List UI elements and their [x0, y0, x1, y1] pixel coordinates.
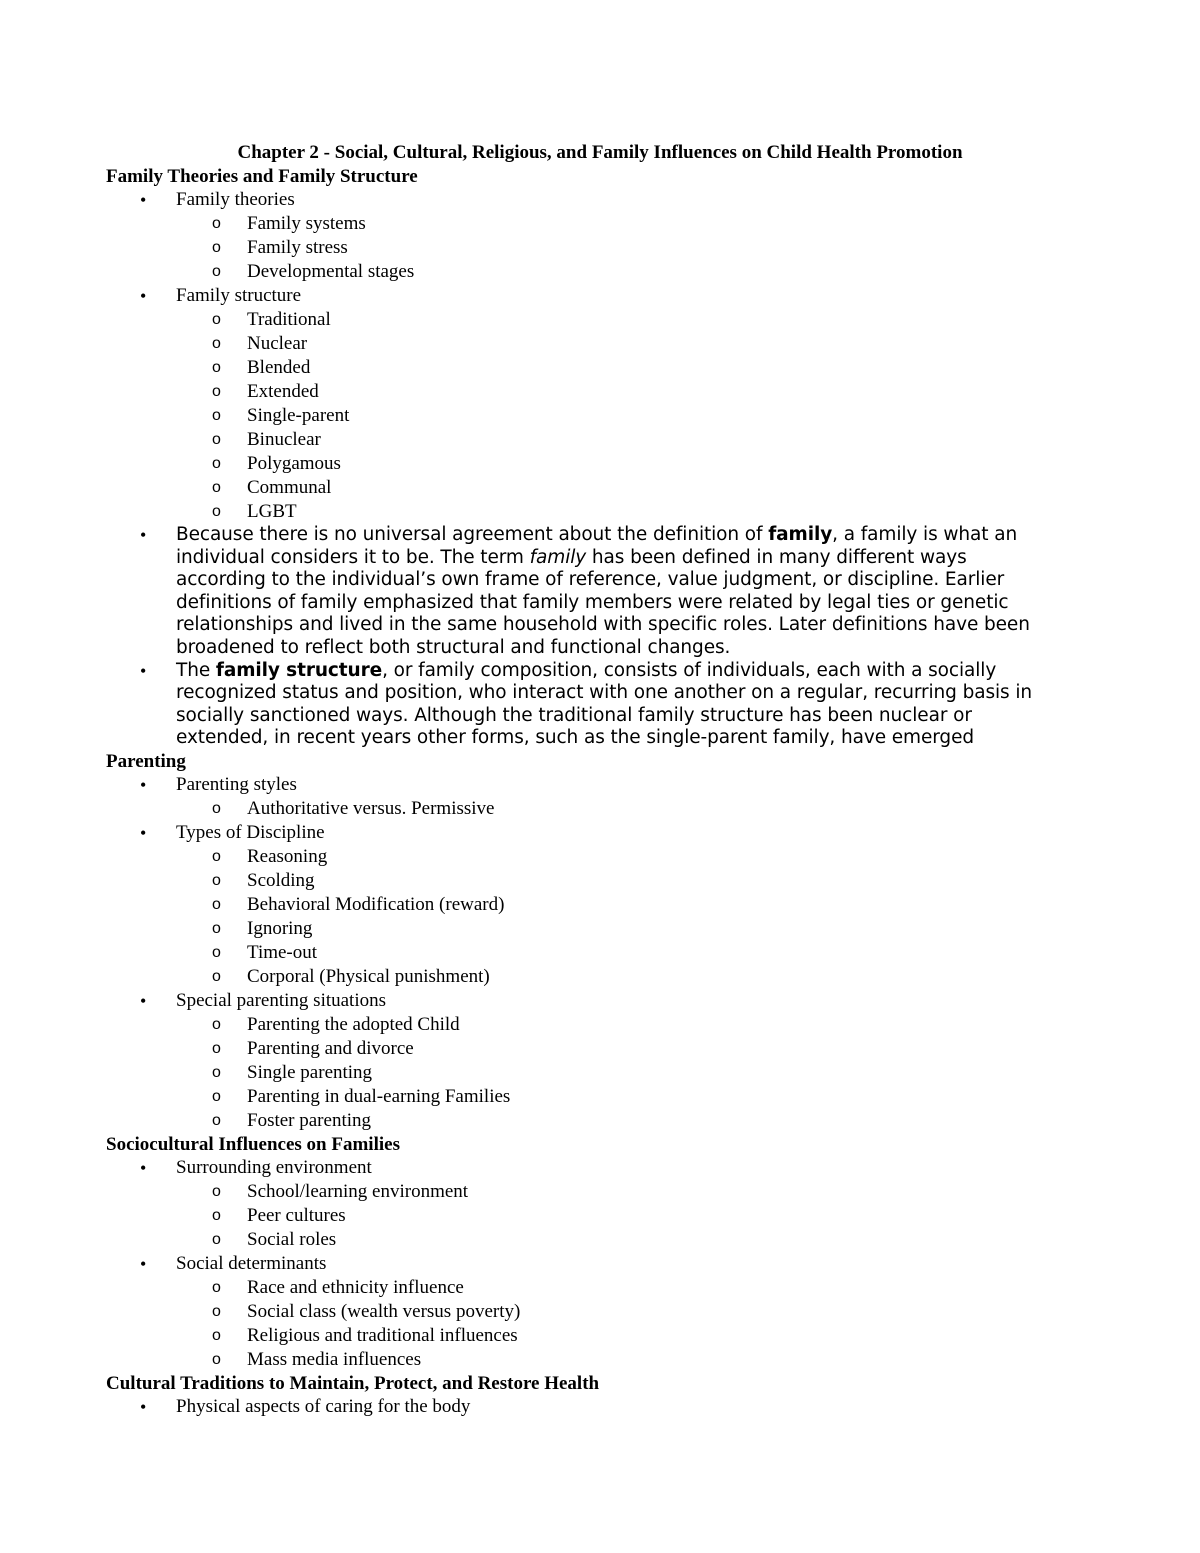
- sub-list-item: [106, 1204, 1106, 1228]
- sub-list-item: [106, 500, 1106, 524]
- list-item-text: Special parenting situations: [176, 989, 387, 1011]
- sub-list-item: [106, 917, 1106, 941]
- sub-list-item-text: Corporal (Physical punishment): [247, 965, 490, 987]
- list-item: [106, 821, 1106, 845]
- bullet-icon: •: [140, 822, 147, 843]
- bullet-icon: •: [140, 774, 147, 795]
- sub-list-item: [106, 356, 1106, 380]
- sub-bullet-icon: o: [212, 311, 221, 328]
- sub-list-item-text: Family stress: [247, 237, 348, 258]
- sub-list-item-text: Parenting in dual-earning Families: [247, 1085, 511, 1107]
- sub-bullet-icon: o: [212, 1039, 221, 1057]
- paragraph-text: The: [176, 659, 216, 681]
- sub-bullet-icon: o: [212, 1326, 221, 1344]
- sub-bullet-icon: o: [212, 263, 221, 280]
- bullet-icon: •: [140, 1157, 147, 1178]
- sub-bullet-icon: o: [212, 967, 221, 985]
- sub-bullet-icon: o: [212, 871, 221, 889]
- sub-list-item-text: Foster parenting: [247, 1109, 372, 1131]
- sub-bullet-icon: o: [212, 335, 221, 352]
- sub-bullet-icon: o: [212, 1230, 221, 1248]
- list-item: [106, 188, 1106, 212]
- sub-bullet-icon: o: [212, 383, 221, 400]
- sub-list-item: [106, 845, 1106, 869]
- bullet-icon: •: [140, 525, 147, 545]
- sub-list-item-text: Social class (wealth versus poverty): [247, 1300, 521, 1322]
- sub-list-item: [106, 404, 1106, 428]
- section-heading: Sociocultural Influences on Families: [106, 1133, 400, 1155]
- document-page: [106, 141, 1106, 1419]
- sub-list-item-text: Authoritative versus. Permissive: [247, 797, 495, 819]
- sub-list-item: [106, 1085, 1106, 1109]
- sub-list-item-text: LGBT: [247, 501, 297, 522]
- sub-list-item-text: Communal: [247, 477, 332, 498]
- sub-bullet-icon: o: [212, 799, 221, 817]
- sub-bullet-icon: o: [212, 1087, 221, 1105]
- sub-list-item-text: Polygamous: [247, 453, 341, 474]
- sub-bullet-icon: o: [212, 895, 221, 913]
- sub-list-item-text: Extended: [247, 381, 319, 402]
- sub-list-item: [106, 1300, 1106, 1324]
- bullet-icon: •: [140, 1253, 147, 1274]
- sub-bullet-icon: o: [212, 1350, 221, 1368]
- paragraph-text: , or family composition, consists of individuals, each with a socially recognized status and position, who interact with one another on a regular, recurring basis in socially sanctioned ways. Although the traditional family structure has been nuclear or extended, in recent years other forms, such as the single-parent family, have emerged: [176, 659, 1033, 749]
- paragraph-family-definition: [106, 524, 1106, 660]
- bullet-icon: •: [140, 1396, 147, 1417]
- paragraph-text: Because there is no universal agreement about the definition of: [176, 524, 769, 545]
- sub-list-item-text: Parenting the adopted Child: [247, 1013, 460, 1035]
- sub-bullet-icon: o: [212, 1182, 221, 1200]
- sub-bullet-icon: o: [212, 919, 221, 937]
- sub-bullet-icon: o: [212, 1063, 221, 1081]
- sub-list-item-text: Nuclear: [247, 333, 308, 354]
- list-item: [106, 284, 1106, 308]
- sub-bullet-icon: o: [212, 1302, 221, 1320]
- section-heading: Cultural Traditions to Maintain, Protect, and Restore Health: [106, 1372, 600, 1394]
- sub-list-item: [106, 1109, 1106, 1133]
- bold-term: family structure: [215, 659, 383, 681]
- sub-list-item: [106, 380, 1106, 404]
- sub-list-item-text: Ignoring: [247, 917, 313, 939]
- sub-list-item-text: Traditional: [247, 309, 331, 330]
- section-heading: Family Theories and Family Structure: [106, 166, 418, 187]
- sub-list-item-text: Mass media influences: [247, 1348, 422, 1370]
- sub-list-item-text: School/learning environment: [247, 1180, 469, 1202]
- sub-bullet-icon: o: [212, 455, 221, 472]
- sub-bullet-icon: o: [212, 943, 221, 961]
- list-item: [106, 1252, 1106, 1276]
- sub-bullet-icon: o: [212, 239, 221, 256]
- paragraph-family-structure: [106, 660, 1106, 750]
- sub-list-item: [106, 965, 1106, 989]
- list-item-text: Family structure: [176, 285, 302, 306]
- sub-list-item-text: Scolding: [247, 869, 315, 891]
- list-item-text: Types of Discipline: [176, 821, 325, 843]
- sub-list-item-text: Religious and traditional influences: [247, 1324, 518, 1346]
- sub-list-item: [106, 236, 1106, 260]
- sub-bullet-icon: o: [212, 359, 221, 376]
- sub-list-item-text: Reasoning: [247, 845, 328, 867]
- section-heading: Parenting: [106, 750, 186, 772]
- sub-list-item-text: Behavioral Modification (reward): [247, 893, 505, 915]
- sub-list-item: [106, 893, 1106, 917]
- list-item: [106, 989, 1106, 1013]
- sub-bullet-icon: o: [212, 479, 221, 496]
- sub-list-item-text: Parenting and divorce: [247, 1037, 414, 1059]
- sub-list-item: [106, 260, 1106, 284]
- sub-list-item-text: Binuclear: [247, 429, 321, 450]
- list-item: [106, 773, 1106, 797]
- sub-list-item-text: Peer cultures: [247, 1204, 346, 1226]
- sub-list-item: [106, 428, 1106, 452]
- sub-list-item: [106, 1324, 1106, 1348]
- sub-bullet-icon: o: [212, 431, 221, 448]
- sub-list-item: [106, 1013, 1106, 1037]
- sub-bullet-icon: o: [212, 847, 221, 865]
- list-item-text: Physical aspects of caring for the body: [176, 1395, 471, 1417]
- bullet-icon: •: [140, 990, 147, 1011]
- sub-bullet-icon: o: [212, 503, 221, 520]
- sub-bullet-icon: o: [212, 1015, 221, 1033]
- list-item-text: Parenting styles: [176, 773, 297, 795]
- sub-bullet-icon: o: [212, 215, 221, 232]
- sub-bullet-icon: o: [212, 1206, 221, 1224]
- sub-list-item: [106, 1228, 1106, 1252]
- sub-list-item: [106, 1061, 1106, 1085]
- sub-list-item-text: Race and ethnicity influence: [247, 1276, 464, 1298]
- sub-list-item: [106, 1037, 1106, 1061]
- bullet-icon: •: [140, 286, 147, 306]
- sub-list-item: [106, 1180, 1106, 1204]
- sub-list-item: [106, 941, 1106, 965]
- sub-list-item: [106, 869, 1106, 893]
- paragraph-text: has been defined in many different ways according to the individual’s own frame of reference, value judgment, or discipline. Earlier definitions of family emphasized that family members were related by legal ties or genetic relationships and lived in the same household with specific roles. Later definitions have been broadened to reflect both structural and functional changes.: [176, 546, 1030, 658]
- paragraph-text: , a family is what an individual considers it to be. The term: [176, 524, 1018, 568]
- sub-list-item-text: Blended: [247, 357, 311, 378]
- list-item-text: Surrounding environment: [176, 1156, 372, 1178]
- sub-list-item: [106, 452, 1106, 476]
- list-item: [106, 1395, 1106, 1419]
- sub-list-item: [106, 1276, 1106, 1300]
- bullet-icon: •: [140, 190, 147, 210]
- list-item: [106, 1156, 1106, 1180]
- sub-list-item-text: Time-out: [247, 941, 318, 963]
- page-title: Chapter 2 - Social, Cultural, Religious, and Family Influences on Child Health Promotion: [237, 142, 963, 163]
- sub-list-item: [106, 797, 1106, 821]
- sub-list-item-text: Single parenting: [247, 1061, 373, 1083]
- sub-list-item: [106, 308, 1106, 332]
- sub-list-item: [106, 212, 1106, 236]
- sub-bullet-icon: o: [212, 1278, 221, 1296]
- sub-list-item-text: Social roles: [247, 1228, 337, 1250]
- bold-term: family: [768, 524, 833, 545]
- bullet-icon: •: [140, 660, 147, 681]
- list-item-text: Social determinants: [176, 1252, 327, 1274]
- italic-term: family: [529, 546, 587, 568]
- sub-list-item-text: Family systems: [247, 213, 366, 234]
- sub-list-item-text: Single-parent: [247, 405, 350, 426]
- sub-bullet-icon: o: [212, 1111, 221, 1129]
- list-item-text: Family theories: [176, 189, 295, 210]
- sub-list-item: [106, 476, 1106, 500]
- sub-bullet-icon: o: [212, 407, 221, 424]
- sub-list-item-text: Developmental stages: [247, 261, 415, 282]
- sub-list-item: [106, 332, 1106, 356]
- sub-list-item: [106, 1348, 1106, 1372]
